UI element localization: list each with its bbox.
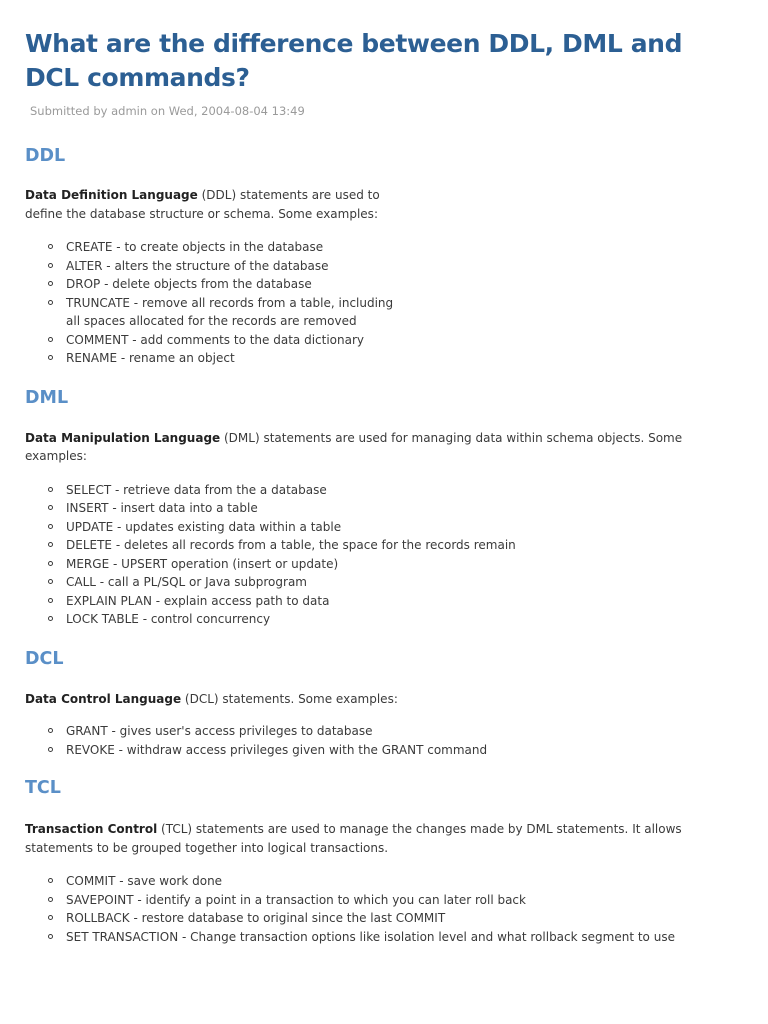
example-list-dml (25, 481, 768, 629)
section-heading-dcl: DCL (25, 648, 64, 669)
bullet-icon (48, 487, 53, 492)
bullet-icon (48, 281, 53, 286)
description-text-dml: (DML) statements are used for managing data within schema objects. Some examples: (25, 430, 683, 463)
list-item-text: COMMENT - add comments to the data dictionary (66, 332, 364, 347)
list-item (25, 238, 768, 257)
list-item-text: TRUNCATE - remove all records from a table, including all spaces allocated for the records are removed (66, 295, 394, 328)
list-item (25, 909, 768, 928)
list-item-text: MERGE - UPSERT operation (insert or update) (66, 556, 339, 571)
list-item-text: UPDATE - updates existing data within a table (66, 519, 342, 534)
example-list-tcl (25, 872, 768, 946)
bullet-icon (48, 897, 53, 902)
description-text-ddl: (DDL) statements are used to define the database structure or schema. Some examples: (25, 188, 380, 221)
list-item (25, 349, 768, 368)
list-item (25, 481, 768, 500)
bullet-icon (48, 747, 53, 752)
list-item (25, 722, 768, 741)
bullet-icon (48, 524, 53, 529)
section-description-tcl (25, 820, 685, 857)
list-item-text: RENAME - rename an object (66, 351, 235, 365)
bullet-icon (48, 616, 53, 621)
list-item-text: DELETE - deletes all records from a table, the space for the records remain (66, 538, 516, 552)
submitted-info: Submitted by admin on Wed, 2004-08-04 13:49 (30, 104, 305, 118)
list-item-text: CREATE - to create objects in the database (66, 240, 324, 254)
example-list-ddl (25, 238, 768, 368)
section-description-ddl (25, 186, 385, 223)
term-tcl: Transaction Control (25, 822, 158, 836)
list-item (25, 610, 768, 629)
bullet-icon (48, 728, 53, 733)
list-item-text: CALL - call a PL/SQL or Java subprogram (66, 575, 307, 589)
list-item-text: SAVEPOINT - identify a point in a transaction to which you can later roll back (66, 892, 526, 907)
list-item-text: EXPLAIN PLAN - explain access path to data (66, 593, 330, 608)
list-item (25, 331, 768, 350)
bullet-icon (48, 355, 53, 360)
list-item-text: SELECT - retrieve data from the a database (66, 482, 327, 497)
bullet-icon (48, 579, 53, 584)
section-heading-ddl: DDL (25, 146, 66, 166)
list-item-text: ROLLBACK - restore database to original since the last COMMIT (66, 911, 446, 925)
list-item-text: REVOKE - withdraw access privileges given with the GRANT command (66, 742, 488, 757)
bullet-icon (48, 300, 53, 305)
list-item (25, 536, 768, 555)
bullet-icon (48, 542, 53, 547)
list-item (25, 928, 768, 947)
list-item (25, 499, 768, 518)
bullet-icon (48, 934, 53, 939)
list-item (25, 275, 768, 294)
list-item (25, 592, 768, 611)
bullet-icon (48, 244, 53, 249)
list-item-text: ALTER - alters the structure of the database (66, 258, 329, 273)
page-title[interactable]: What are the difference between DDL, DML and DCL commands? (25, 29, 683, 92)
bullet-icon (48, 561, 53, 566)
section-heading-dml: DML (25, 387, 69, 408)
list-item-text: GRANT - gives user's access privileges to database (66, 724, 373, 738)
list-item (25, 294, 406, 331)
list-item-text: LOCK TABLE - control concurrency (66, 612, 271, 626)
list-item (25, 872, 768, 891)
section-description-dml (25, 429, 685, 466)
bullet-icon (48, 263, 53, 268)
list-item (25, 555, 768, 574)
list-item-text: DROP - delete objects from the database (66, 277, 312, 291)
list-item (25, 891, 768, 910)
example-list-dcl (25, 722, 768, 759)
list-item (25, 573, 768, 592)
list-item-text: SET TRANSACTION - Change transaction options like isolation level and what rollback segment to use (66, 929, 675, 944)
list-item (25, 257, 768, 276)
section-description-dcl (25, 690, 768, 709)
list-item (25, 518, 768, 537)
description-text-tcl: (TCL) statements are used to manage the changes made by DML statements. It allows statements to be grouped together into logical transactions. (25, 822, 682, 855)
bullet-icon (48, 598, 53, 603)
description-text-dcl: (DCL) statements. Some examples: (181, 691, 398, 706)
term-ddl: Data Definition Language (25, 188, 198, 202)
bullet-icon (48, 337, 53, 342)
list-item-text: COMMIT - save work done (66, 874, 223, 888)
list-item (25, 741, 768, 760)
section-heading-tcl: TCL (25, 778, 61, 798)
term-dcl: Data Control Language (25, 691, 182, 706)
bullet-icon (48, 878, 53, 883)
bullet-icon (48, 505, 53, 510)
bullet-icon (48, 915, 53, 920)
term-dml: Data Manipulation Language (25, 430, 221, 445)
list-item-text: INSERT - insert data into a table (66, 501, 258, 515)
